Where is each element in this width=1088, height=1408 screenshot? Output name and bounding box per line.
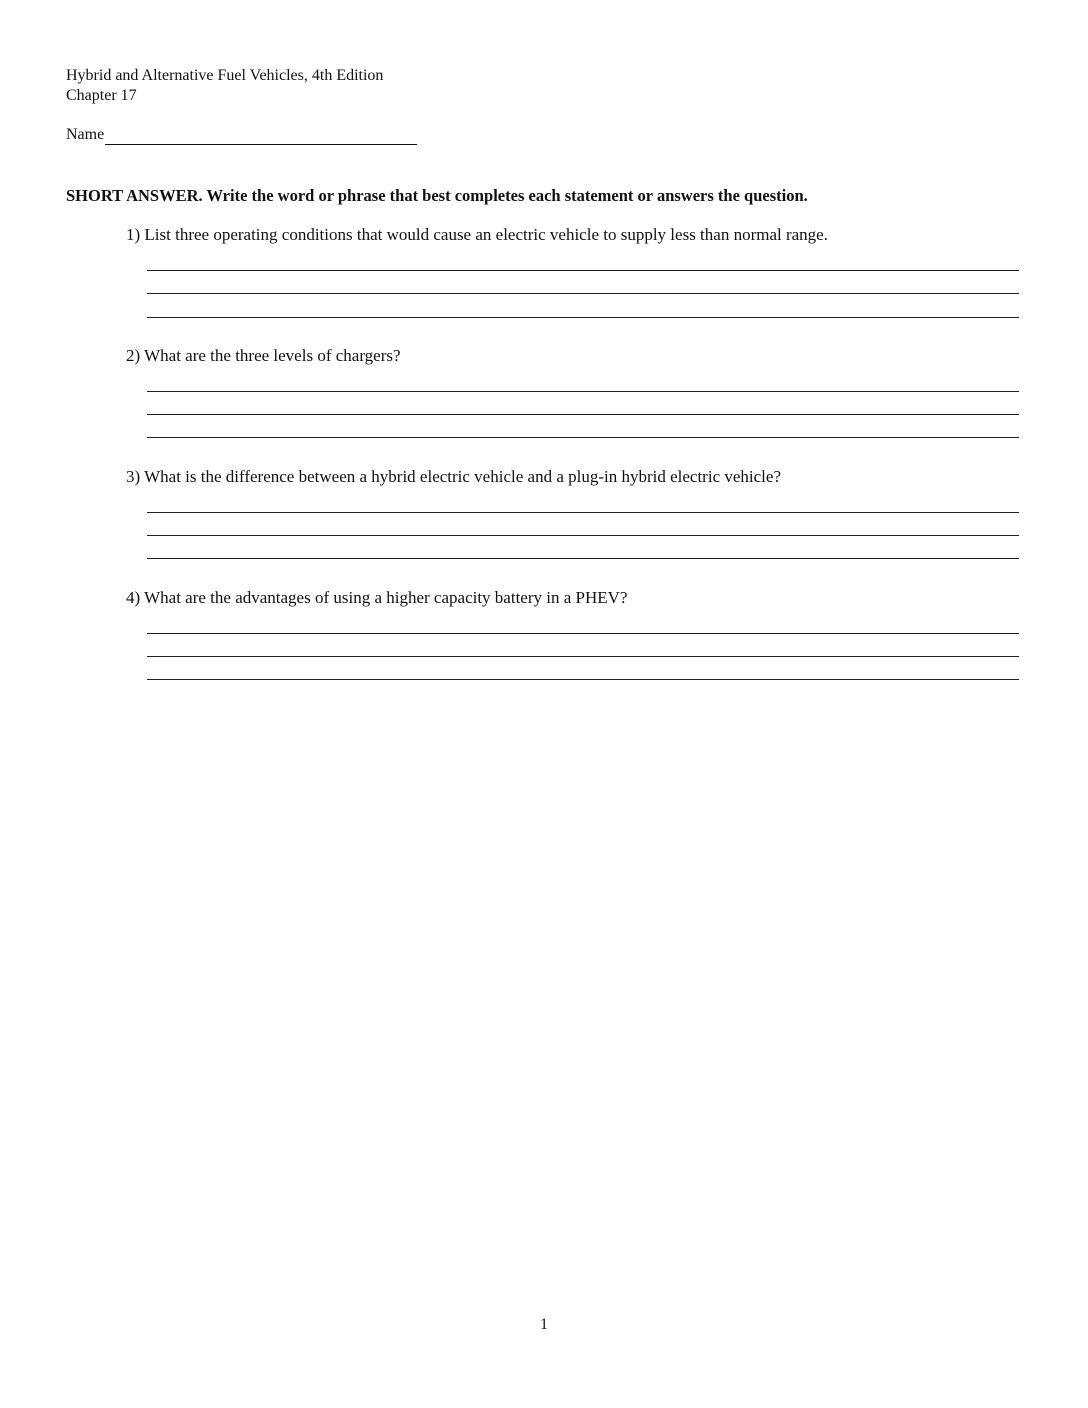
name-blank-line[interactable] [105, 126, 417, 145]
answer-line[interactable] [147, 535, 1019, 536]
answer-line[interactable] [147, 414, 1019, 415]
question-4: 4) What are the advantages of using a higher capacity battery in a PHEV? [126, 588, 628, 607]
section-instructions: SHORT ANSWER. Write the word or phrase that best completes each statement or answers the question. [66, 186, 808, 205]
answer-line[interactable] [147, 558, 1019, 559]
answer-line[interactable] [147, 656, 1019, 657]
name-field-row [66, 125, 417, 145]
question-1: 1) List three operating conditions that would cause an electric vehicle to supply less than normal range. [126, 225, 828, 244]
answer-line[interactable] [147, 679, 1019, 680]
document-title: Hybrid and Alternative Fuel Vehicles, 4th Edition [66, 67, 384, 84]
answer-line[interactable] [147, 317, 1019, 318]
answer-line[interactable] [147, 270, 1019, 271]
question-3: 3) What is the difference between a hybrid electric vehicle and a plug-in hybrid electric vehicle? [126, 467, 781, 486]
question-2: 2) What are the three levels of chargers? [126, 346, 401, 365]
answer-line[interactable] [147, 391, 1019, 392]
answer-line[interactable] [147, 633, 1019, 634]
name-label: Name [66, 126, 105, 143]
answer-line[interactable] [147, 437, 1019, 438]
page-number: 1 [540, 1316, 548, 1333]
answer-line[interactable] [147, 512, 1019, 513]
chapter-label: Chapter 17 [66, 87, 137, 104]
answer-line[interactable] [147, 293, 1019, 294]
